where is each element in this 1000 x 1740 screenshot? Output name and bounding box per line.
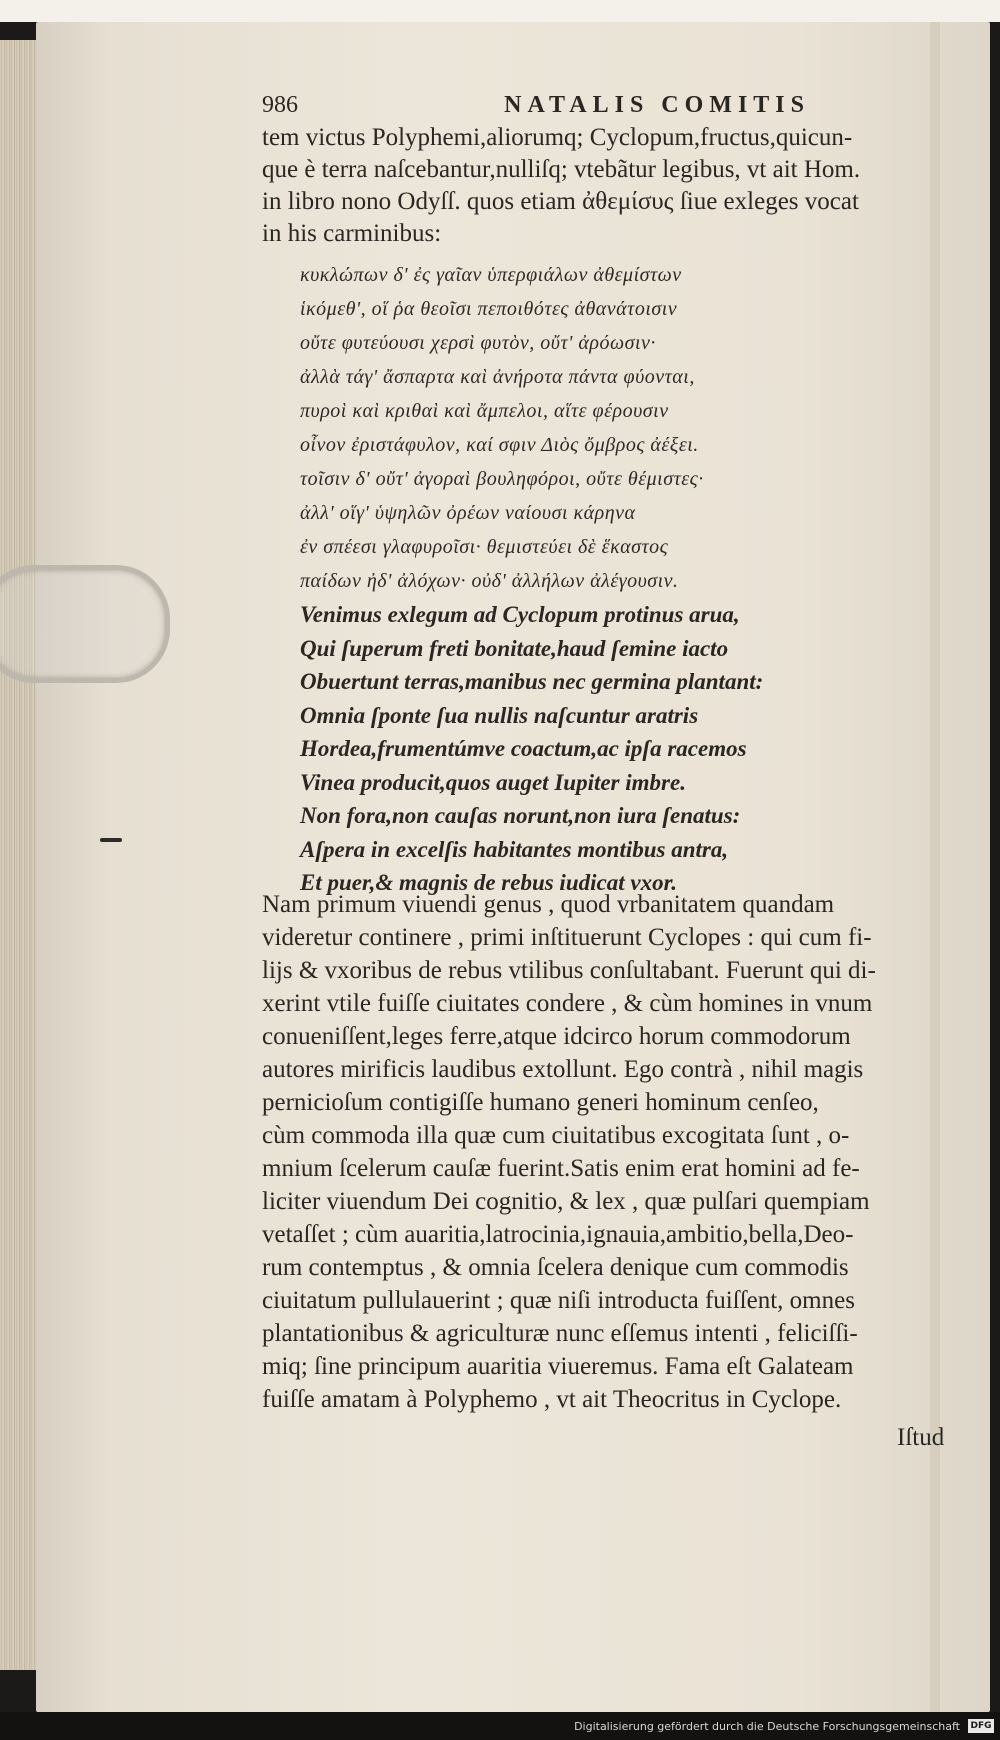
page-number: 986 — [262, 92, 298, 118]
page-clip — [0, 565, 170, 683]
greek-verse-line: οἶνον ἐριστάφυλον, καί σφιν Διὸς ὄμβρος ἀέξει. — [300, 434, 699, 456]
margin-ink-mark — [100, 838, 122, 842]
scan-top-margin — [0, 0, 1000, 22]
greek-verse-line: πυροὶ καὶ κριθαὶ καὶ ἄμπελοι, αἵτε φέρουσιν — [300, 400, 669, 422]
greek-verse-line: ἐν σπέεσι γλαφυροῖσι· θεμιστεύει δὲ ἕκαστος — [300, 536, 669, 558]
opening-paragraph — [262, 122, 952, 250]
prose-line: vetaſſet ; cùm auaritia,latrocinia,ignauia,ambitio,bella,Deo- — [262, 1221, 854, 1248]
running-title: NATALIS COMITIS — [504, 92, 810, 118]
text-line: que è terra naſcebantur,nulliſq; vtebãtur legibus, vt ait Hom. — [262, 156, 861, 183]
prose-line: ciuitatum pullulauerint ; quæ niſi introducta fuiſſent, omnes — [262, 1287, 855, 1314]
prose-line: fuiſſe amatam à Polyphemo , vt ait Theocritus in Cyclope. — [262, 1386, 842, 1413]
latin-verse-line: Et puer,& magnis de rebus iudicat vxor. — [300, 870, 677, 895]
latin-verse-block — [300, 598, 920, 900]
latin-verse-line: Hordea,frumentúmve coactum,ac ipſa racemos — [300, 736, 747, 761]
text-line: in his carminibus: — [262, 220, 442, 247]
prose-line: pernicioſum contigiſſe humano generi hominum cenſeo, — [262, 1089, 819, 1116]
latin-verse-line: Aſpera in excelſis habitantes montibus antra, — [300, 836, 729, 862]
page-gutter-shadow — [930, 22, 940, 1712]
page-header — [262, 92, 810, 119]
greek-verse-line: οὔτε φυτεύουσι χερσὶ φυτὸν, οὔτ' ἀρόωσιν· — [300, 332, 656, 354]
prose-line: miq; ſine principum auaritia viueremus. Fama eſt Galateam — [262, 1353, 854, 1380]
prose-line: autores mirificis laudibus extollunt. Ego contrà , nihil magis — [262, 1056, 864, 1083]
prose-line: liciter viuendum Dei cognitio, & lex , quæ pulſari quempiam — [262, 1188, 870, 1215]
prose-line: Nam primum viuendi genus , quod vrbanitatem quandam — [262, 891, 835, 918]
prose-line: cùm commoda illa quæ cum ciuitatibus excogitata ſunt , o- — [262, 1122, 850, 1149]
greek-verse-line: ἱκόμεθ', οἵ ῥα θεοῖσι πεποιθότες ἀθανάτοισιν — [300, 298, 678, 320]
prose-line: mnium ſcelerum cauſæ fuerint.Satis enim erat homini ad fe- — [262, 1155, 860, 1182]
greek-verse-line: κυκλώπων δ' ἐς γαῖαν ὑπερφιάλων ἀθεμίστων — [300, 264, 682, 286]
dfg-logo: DFG — [968, 1719, 994, 1733]
latin-verse-line: Obuertunt terras,manibus nec germina plantant: — [300, 669, 764, 694]
greek-verse-block — [300, 258, 920, 598]
greek-verse-line: ἀλλὰ τάγ' ἄσπαρτα καὶ ἀνήροτα πάντα φύονται, — [300, 366, 695, 388]
funding-credit: Digitalisierung gefördert durch die Deutsche Forschungsgemeinschaft — [574, 1719, 960, 1733]
latin-verse-line: Omnia ſponte ſua nullis naſcuntur aratris — [300, 702, 699, 728]
prose-line: plantationibus & agriculturæ nunc eſſemus intenti , feliciſſi- — [262, 1320, 858, 1347]
latin-verse-line: Non fora,non cauſas norunt,non iura ſenatus: — [300, 803, 741, 828]
greek-verse-line: παίδων ἠδ' ἀλόχων· οὐδ' ἀλλήλων ἀλέγουσιν. — [300, 570, 679, 592]
latin-verse-line: Qui ſuperum freti bonitate,haud ſemine iacto — [300, 635, 729, 661]
prose-line: videretur continere , primi inſtituerunt Cyclopes : qui cum fi- — [262, 924, 872, 951]
greek-verse-line: τοῖσιν δ' οὔτ' ἀγοραὶ βουληφόροι, οὔτε θέμιστες· — [300, 468, 704, 490]
prose-paragraph — [262, 888, 952, 1416]
text-line: tem victus Polyphemi,aliorumq; Cyclopum,fructus,quicun- — [262, 124, 853, 151]
prose-line: rum contemptus , & omnia ſcelera denique cum commodis — [262, 1254, 849, 1281]
prose-line: conueniſſent,leges ferre,atque idcirco horum commodorum — [262, 1023, 851, 1050]
prose-line: lijs & vxoribus de rebus vtilibus conſultabant. Fuerunt qui di- — [262, 957, 876, 984]
latin-verse-line: Venimus exlegum ad Cyclopum protinus arua, — [300, 602, 740, 627]
catchword: Iſtud — [897, 1424, 945, 1451]
prose-line: xerint vtile fuiſſe ciuitates condere , & cùm homines in vnum — [262, 990, 873, 1017]
latin-verse-line: Vinea producit,quos auget Iupiter imbre. — [300, 769, 686, 795]
digitization-footer — [0, 1712, 1000, 1740]
greek-verse-line: ἀλλ' οἵγ' ὑψηλῶν ὀρέων ναίουσι κάρηνα — [300, 502, 636, 524]
text-line: in libro nono Odyſſ. quos etiam ἀθεμίσυς ſiue exleges vocat — [262, 188, 859, 215]
